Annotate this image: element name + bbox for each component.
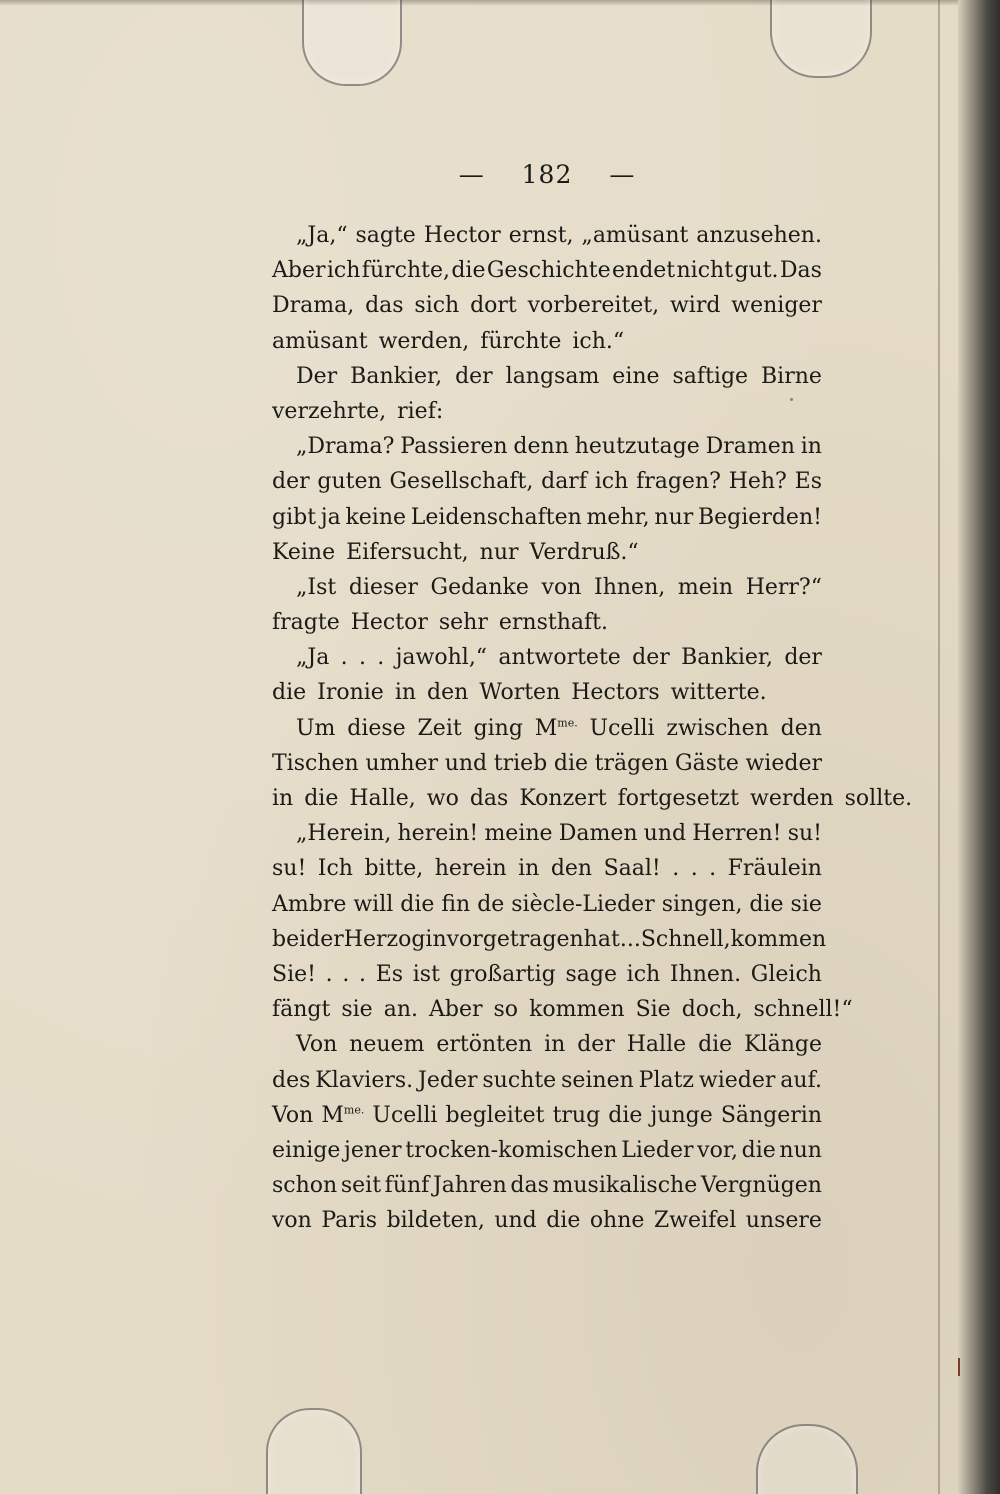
text-line <box>272 816 822 851</box>
word: den <box>550 856 593 882</box>
word: sie <box>790 891 822 917</box>
text-line <box>272 1027 822 1062</box>
word: Ihnen, <box>594 574 666 600</box>
text-line <box>272 605 822 640</box>
word: „amüsant <box>581 223 689 248</box>
word: anzusehen. <box>696 223 822 248</box>
word: fragen? <box>636 469 721 495</box>
word: Zeit <box>417 715 462 741</box>
superscript: me. <box>343 1103 365 1117</box>
word: fängt <box>272 997 331 1023</box>
word: von <box>272 1208 312 1234</box>
superscript: me. <box>557 716 578 730</box>
word: Ambre <box>272 891 347 917</box>
text-line <box>272 288 822 323</box>
text-line <box>272 957 822 992</box>
word: Sie! <box>272 961 316 987</box>
word: trocken-komischen <box>405 1137 618 1163</box>
word: Gesellschaft, <box>389 469 534 495</box>
word: auf. <box>780 1067 822 1093</box>
word: die <box>272 680 307 706</box>
word: die <box>400 891 435 917</box>
word: Fräulein <box>727 856 822 882</box>
word: Ucelli <box>589 715 655 741</box>
word: von <box>541 574 582 600</box>
word: wieder <box>698 1067 776 1093</box>
word: junge <box>650 1102 713 1128</box>
text-line <box>272 324 822 359</box>
word: Herren! <box>692 821 782 847</box>
word: Damen <box>558 821 638 847</box>
word: diese <box>347 715 406 741</box>
word: unsere <box>745 1208 822 1234</box>
word: Paris <box>321 1208 378 1234</box>
word: Konzert <box>519 786 607 811</box>
word: und <box>643 821 687 847</box>
word: . <box>619 926 627 952</box>
word: Aber <box>429 997 483 1023</box>
word: nur <box>654 504 694 530</box>
word: Jahren <box>432 1173 507 1199</box>
word: nicht <box>676 258 734 284</box>
word: eine <box>612 363 660 389</box>
word: einige <box>272 1137 341 1163</box>
text-line <box>272 570 822 605</box>
text-line <box>272 218 822 253</box>
word: vorgetragen <box>446 926 584 952</box>
word: jener <box>344 1137 402 1163</box>
word: neuem <box>349 1032 425 1058</box>
text-line <box>272 464 822 499</box>
word: der <box>577 1032 615 1058</box>
word: schnell!“ <box>753 997 853 1023</box>
word: die <box>608 1102 643 1128</box>
word: werden <box>750 786 834 811</box>
word: die <box>451 258 486 284</box>
text-line <box>272 640 822 675</box>
text-line <box>272 887 822 922</box>
word: „Ist <box>296 574 337 600</box>
word: das <box>510 1173 549 1199</box>
body-text <box>272 218 913 1238</box>
word: wird <box>669 293 721 319</box>
word: fürchte <box>480 328 562 354</box>
word: ja <box>320 504 341 530</box>
word: . <box>690 856 698 882</box>
word: fortgesetzt <box>617 786 739 811</box>
margin-ink-mark <box>958 1358 960 1376</box>
word: Sie <box>635 997 671 1023</box>
word: vor, <box>697 1137 738 1163</box>
word: . <box>626 926 634 952</box>
text-line <box>272 253 822 288</box>
word: suchte <box>482 1067 557 1093</box>
word: Begierden! <box>698 504 822 530</box>
word: die <box>741 1137 776 1163</box>
page-clamp-bottom-right <box>756 1424 858 1494</box>
word: de <box>477 891 505 917</box>
word: ertönten <box>436 1032 533 1058</box>
word: „Herein, <box>296 821 392 847</box>
text-line <box>272 675 822 710</box>
word: Jeder <box>418 1067 478 1093</box>
word: su! <box>272 856 307 882</box>
header-dash-right: — <box>609 160 636 189</box>
word: in <box>394 680 417 706</box>
word: Schnell, <box>640 926 731 952</box>
word: Ihnen. <box>669 961 742 987</box>
word: die <box>553 750 588 776</box>
word: Birne <box>761 363 822 389</box>
word: Ucelli <box>372 1102 438 1128</box>
text-line <box>272 1133 822 1168</box>
word: werden, <box>378 328 470 354</box>
text-line <box>272 851 822 886</box>
word: sollte. <box>844 786 913 811</box>
word: sage <box>565 961 617 987</box>
word: der <box>632 645 670 671</box>
word: herein! <box>397 821 479 847</box>
word: jawohl,“ <box>395 645 488 671</box>
word: Es <box>794 469 822 495</box>
word: amüsant <box>272 328 368 354</box>
word: dort <box>470 293 517 319</box>
word: Lieder <box>621 1137 694 1163</box>
word: Tischen <box>272 750 359 776</box>
word: Gäste <box>675 750 739 776</box>
word: wo <box>426 786 459 811</box>
word: seit <box>340 1173 382 1199</box>
word: Geschichte <box>486 258 611 284</box>
text-line <box>272 500 822 535</box>
word: kommen <box>529 997 625 1023</box>
header-dash-left: — <box>458 160 485 189</box>
page-number-header <box>272 160 822 189</box>
word: „Ja <box>296 645 330 671</box>
word: und <box>494 1208 537 1234</box>
word: in <box>544 1032 566 1058</box>
word: Gedanke <box>430 574 529 600</box>
word: will <box>353 891 394 917</box>
word: Ich <box>317 856 353 882</box>
word: die <box>304 786 339 811</box>
word: an. <box>383 997 418 1023</box>
word: ist <box>412 961 440 987</box>
text-line <box>272 429 822 464</box>
text-line <box>272 1063 822 1098</box>
page-clamp-top-right <box>770 0 872 78</box>
word: Keine <box>272 539 336 565</box>
word: das <box>365 293 404 319</box>
word: fünf <box>384 1173 430 1199</box>
word: kommen <box>730 926 827 952</box>
word: . <box>377 645 385 671</box>
word: Von <box>296 1032 338 1058</box>
word: trägen <box>594 750 669 776</box>
word: witterte. <box>670 680 767 706</box>
word: herein <box>434 856 507 882</box>
word: . <box>633 926 641 952</box>
word: verzehrte, <box>272 398 387 424</box>
word: Sängerin <box>720 1102 822 1128</box>
word: ich <box>626 961 661 987</box>
word: der <box>306 926 344 952</box>
word: Leidenschaften <box>410 504 582 530</box>
book-spine-edge <box>958 0 1000 1494</box>
word: das <box>469 786 509 811</box>
word: ich <box>326 258 361 284</box>
word: . <box>709 856 717 882</box>
word: singen, <box>661 891 743 917</box>
word: langsam <box>505 363 600 389</box>
text-line <box>272 1098 822 1133</box>
text-line <box>272 711 822 746</box>
word: $M^{me.}$ <box>534 715 578 741</box>
word: fragte <box>272 610 340 636</box>
word: seinen <box>561 1067 634 1093</box>
word: Halle <box>626 1032 687 1058</box>
word: Heh? <box>728 469 787 495</box>
word: sagte <box>355 223 416 248</box>
word: endet <box>612 258 676 284</box>
word: bitte, <box>364 856 424 882</box>
word: die <box>546 1208 581 1234</box>
word: großartig <box>449 961 556 987</box>
word: Herr?“ <box>745 574 822 600</box>
word: umher <box>365 750 439 776</box>
word: Das <box>779 258 822 284</box>
text-line <box>272 1168 822 1203</box>
word: „Drama? <box>296 434 395 460</box>
word: in <box>272 786 294 811</box>
word: ging <box>473 715 523 741</box>
word: der <box>784 645 822 671</box>
word: darf <box>541 469 587 495</box>
word: heutzutage <box>574 434 700 460</box>
word: schon <box>272 1173 338 1199</box>
text-line <box>272 1203 822 1238</box>
word: begleitet <box>445 1102 545 1128</box>
word: fürchte, <box>361 258 450 284</box>
page-number: 182 <box>521 160 573 189</box>
word: sie <box>341 997 373 1023</box>
word: Bankier, <box>350 363 443 389</box>
word: Klänge <box>744 1032 822 1058</box>
word: Hector <box>350 610 428 636</box>
word: . <box>325 961 333 987</box>
word: mein <box>677 574 734 600</box>
word: den <box>780 715 822 741</box>
word: Vergnügen <box>700 1173 822 1199</box>
word: Hectors <box>571 680 660 706</box>
word: ohne <box>589 1208 645 1234</box>
word: rief: <box>397 398 444 424</box>
word: den <box>427 680 469 706</box>
word: keine <box>345 504 407 530</box>
word: fin <box>441 891 471 917</box>
word: des <box>272 1067 311 1093</box>
word: Um <box>296 715 336 741</box>
word: Bankier, <box>681 645 774 671</box>
word: . <box>342 961 350 987</box>
word: nun <box>779 1137 822 1163</box>
word: ernst, <box>508 223 574 248</box>
word: dieser <box>348 574 418 600</box>
word: ernsthaft. <box>498 610 608 636</box>
text-line <box>272 746 822 781</box>
word: in <box>800 434 822 460</box>
word: Von <box>272 1102 314 1128</box>
binding-crease <box>938 0 940 1494</box>
word: Verdruß.“ <box>529 539 639 565</box>
word: sehr <box>438 610 488 636</box>
word: Ironie <box>317 680 384 706</box>
word: die <box>749 891 784 917</box>
word: vorbereitet, <box>527 293 660 319</box>
word: Dramen <box>705 434 795 460</box>
word: trug <box>552 1102 601 1128</box>
page-clamp-top-left <box>302 0 402 86</box>
word: hat <box>583 926 620 952</box>
word: so <box>493 997 519 1023</box>
word: denn <box>513 434 569 460</box>
word: Gleich <box>750 961 822 987</box>
text-line <box>272 359 822 394</box>
word: gut. <box>734 258 779 284</box>
text-line <box>272 922 827 957</box>
word: meine <box>484 821 553 847</box>
word: nur <box>479 539 519 565</box>
text-line <box>272 394 822 429</box>
word: Drama, <box>272 293 355 319</box>
word: $M^{me.}$ <box>321 1102 365 1128</box>
word: wieder <box>745 750 822 776</box>
text-line <box>272 781 913 816</box>
word: Eifersucht, <box>346 539 469 565</box>
word: der <box>272 469 310 495</box>
word: Der <box>296 363 338 389</box>
word: sich <box>414 293 460 319</box>
word: gibt <box>272 504 317 530</box>
word: ich <box>594 469 629 495</box>
word: weniger <box>731 293 822 319</box>
word: Herzogin <box>343 926 447 952</box>
word: saftige <box>672 363 749 389</box>
word: doch, <box>681 997 743 1023</box>
word: in <box>518 856 540 882</box>
word: su! <box>787 821 822 847</box>
word: und <box>444 750 488 776</box>
word: guten <box>317 469 382 495</box>
word: trieb <box>493 750 548 776</box>
word: . <box>359 961 367 987</box>
word: Klaviers. <box>315 1067 414 1093</box>
text-line <box>272 992 853 1027</box>
word: Es <box>375 961 404 987</box>
word: Worten <box>479 680 561 706</box>
word: „Ja,“ <box>296 223 348 248</box>
word: die <box>698 1032 733 1058</box>
word: Zweifel <box>653 1208 737 1234</box>
word: bei <box>272 926 307 952</box>
word: Platz <box>638 1067 695 1093</box>
text-line <box>272 535 822 570</box>
word: . <box>358 645 366 671</box>
word: zwischen <box>666 715 769 741</box>
word: Saal! <box>603 856 661 882</box>
word: . <box>340 645 348 671</box>
word: Passieren <box>400 434 508 460</box>
word: mehr, <box>586 504 650 530</box>
word: bildeten, <box>386 1208 485 1234</box>
word: siècle-Lieder <box>511 891 655 917</box>
word: . <box>672 856 680 882</box>
word: antwortete <box>498 645 621 671</box>
word: Aber <box>272 258 326 284</box>
word: der <box>455 363 493 389</box>
word: musikalische <box>552 1173 698 1199</box>
word: ich.“ <box>572 328 625 354</box>
word: Hector <box>423 223 501 248</box>
page-clamp-bottom-left <box>266 1408 362 1494</box>
word: Halle, <box>349 786 416 811</box>
